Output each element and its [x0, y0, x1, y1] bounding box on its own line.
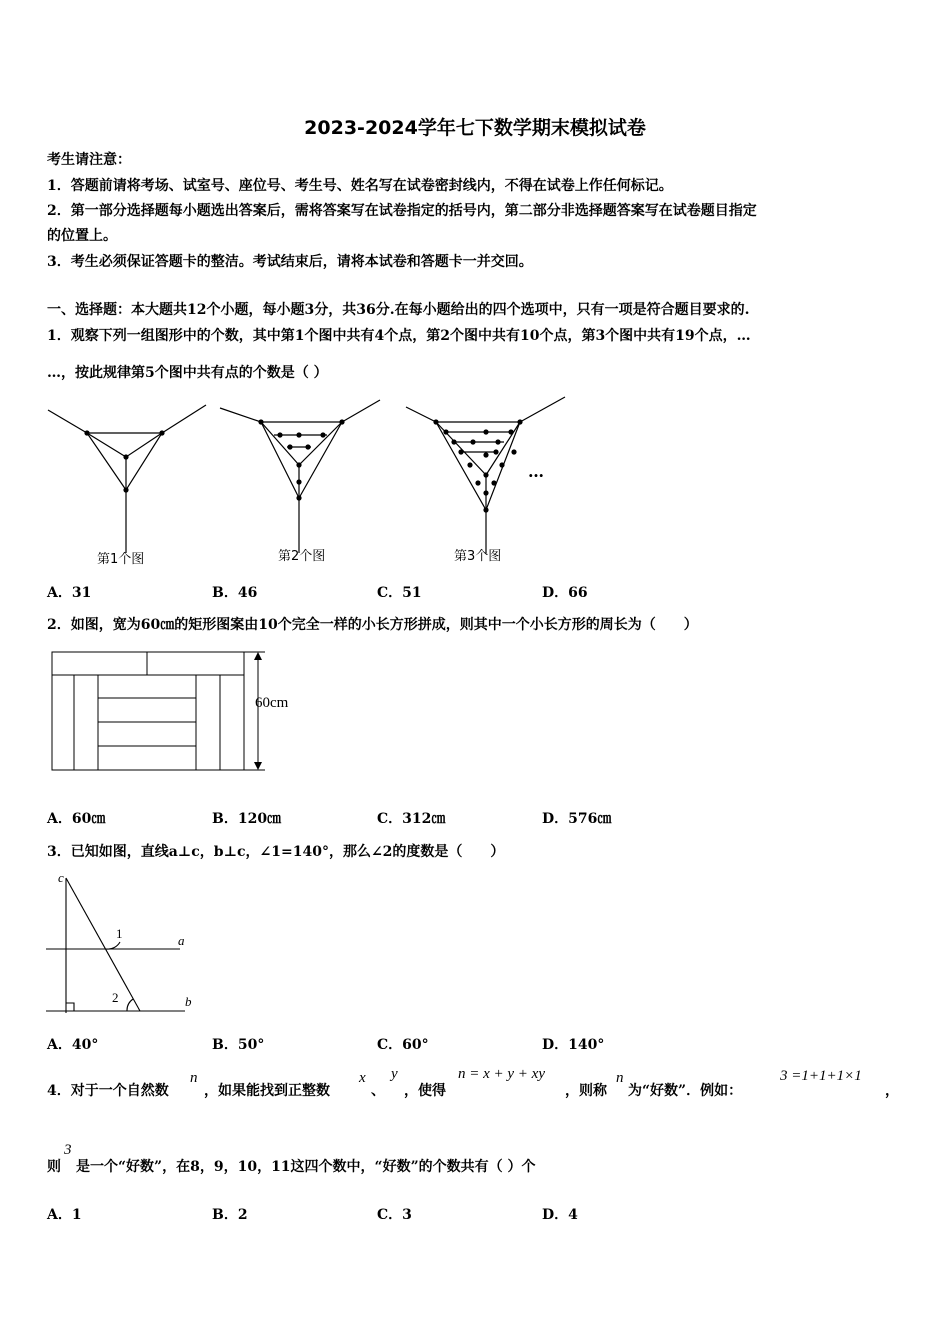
q2-option-b[interactable]: B．120㎝ — [212, 811, 282, 827]
q3-label-c: c — [58, 870, 64, 885]
q4-text-1: 4．对于一个自然数 — [47, 1083, 169, 1099]
q3-label-angle2: 2 — [112, 990, 119, 1005]
q4-comma: ， — [885, 1083, 899, 1099]
q1-ellipsis: … — [528, 462, 544, 481]
q1-option-d[interactable]: D．66 — [542, 585, 588, 601]
q1-figure-1 — [48, 405, 206, 553]
q4-sep: 、 — [371, 1083, 385, 1099]
q1-stem-line2: …，按此规律第5个图中共有点的个数是（ ） — [47, 365, 328, 381]
notice-item-1: 1．答题前请将考场、试室号、座位号、考生号、姓名写在试卷密封线内，不得在试卷上作任何标记。 — [47, 178, 673, 194]
q4-text-4: ，则称 — [565, 1083, 607, 1099]
q3-label-angle1: 1 — [116, 926, 123, 941]
q4-var-x: x — [359, 1070, 366, 1086]
q3-stem: 3．已知如图，直线a⊥c，b⊥c，∠1=140°，那么∠2的度数是（ ） — [47, 844, 505, 860]
section-heading: 一、选择题：本大题共12个小题，每小题3分，共36分.在每小题给出的四个选项中，只有一项是符合题目要求的. — [47, 302, 750, 318]
q1-caption-1: 第1个图 — [97, 552, 145, 567]
q1-caption-2: 第2个图 — [278, 549, 326, 564]
q4-number-3: 3 — [64, 1142, 72, 1158]
notice-item-2-cont: 的位置上。 — [47, 228, 117, 244]
q1-option-a[interactable]: A．31 — [47, 585, 92, 601]
q1-option-c[interactable]: C．51 — [377, 585, 422, 601]
q4-option-a[interactable]: A．1 — [47, 1207, 82, 1223]
q4-option-c[interactable]: C．3 — [377, 1207, 412, 1223]
page-title: 2023-2024学年七下数学期末模拟试卷 — [304, 117, 646, 139]
notice-item-3: 3．考生必须保证答题卡的整洁。考试结束后，请将本试卷和答题卡一并交回。 — [47, 254, 533, 270]
q2-option-a[interactable]: A．60㎝ — [47, 811, 106, 827]
q3-label-a: a — [178, 933, 185, 948]
q2-option-d[interactable]: D．576㎝ — [542, 811, 612, 827]
q3-option-c[interactable]: C．60° — [377, 1037, 429, 1053]
q3-option-d[interactable]: D．140° — [542, 1037, 605, 1053]
q4-var-y: y — [391, 1066, 398, 1082]
q4-text-2: ，如果能找到正整数 — [204, 1083, 330, 1099]
notice-heading: 考生请注意： — [47, 152, 131, 168]
q3-option-b[interactable]: B．50° — [212, 1037, 265, 1053]
q1-stem-line1: 1．观察下列一组图形中的个数，其中第1个图中共有4个点，第2个图中共有10个点，第3个图中共有19个点，… — [47, 328, 751, 344]
q3-option-a[interactable]: A．40° — [47, 1037, 99, 1053]
q3-lines-figure — [40, 868, 210, 1018]
q2-width-label: 60cm — [255, 695, 289, 711]
q1-option-b[interactable]: B．46 — [212, 585, 258, 601]
q4-formula: n = x + y + xy — [458, 1066, 545, 1082]
q2-rectangle-figure — [50, 650, 310, 775]
q4-example: 3 =1+1+1×1 — [780, 1068, 862, 1084]
q4-text-3: ，使得 — [404, 1083, 446, 1099]
q3-label-b: b — [185, 994, 192, 1009]
q4-line2: 是一个“好数”，在8，9，10，11这四个数中，“好数”的个数共有（ ）个 — [76, 1159, 536, 1175]
q4-var-n2: n — [616, 1070, 624, 1086]
q4-var-n: n — [190, 1070, 198, 1086]
q4-option-b[interactable]: B．2 — [212, 1207, 248, 1223]
q4-line2-pre: 则 — [47, 1159, 61, 1175]
q1-caption-3: 第3个图 — [454, 549, 502, 564]
notice-item-2: 2．第一部分选择题每小题选出答案后，需将答案写在试卷指定的括号内，第二部分非选择题答案写在试卷题目指定 — [47, 203, 757, 219]
q2-option-c[interactable]: C．312㎝ — [377, 811, 446, 827]
q4-text-5: 为“好数”．例如： — [628, 1083, 743, 1099]
q2-stem: 2．如图，宽为60㎝的矩形图案由10个完全一样的小长方形拼成，则其中一个小长方形的周长为（ ） — [47, 617, 698, 633]
q4-option-d[interactable]: D．4 — [542, 1207, 578, 1223]
q1-figure-2 — [220, 400, 380, 553]
